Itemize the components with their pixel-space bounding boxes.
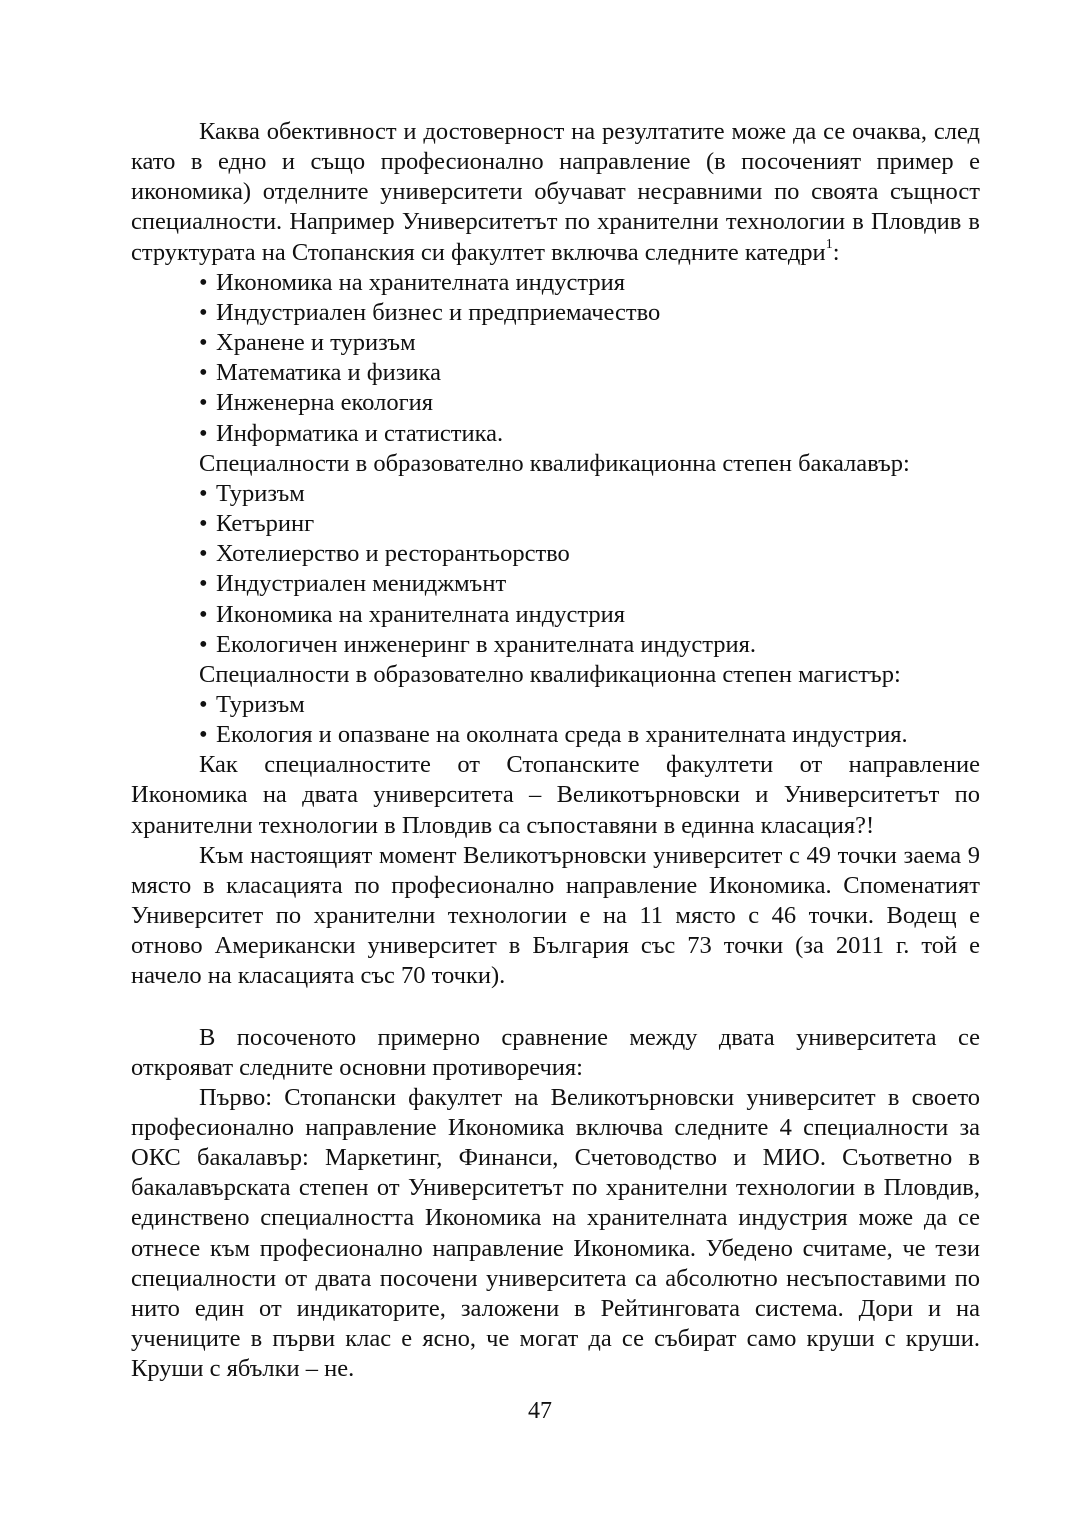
- bullet-icon: •: [199, 479, 208, 507]
- bachelor-heading: Специалности в образователно квалификационна степен бакалавър:: [199, 449, 910, 477]
- list-item: • Математика и физика: [131, 358, 980, 388]
- bullet-icon: •: [199, 721, 208, 749]
- ranking-paragraph: Към настоящият момент Великотърновски университет с 49 точки заема 9 място в класацията по професионално направление Икономика. Споменатият Университет по хранителни технологии е на 11 място с 46 точки. Водещ е отново Американски университет в България със 73 точки (за 2011 г. той е начело на класацията със 70 точки).: [131, 841, 980, 990]
- bachelor-specialties-list: [131, 479, 980, 660]
- list-item: • Икономика на хранителната индустрия: [131, 600, 980, 630]
- list-item: • Хотелиерство и ресторантьорство: [131, 539, 980, 569]
- page-number: 47: [528, 1398, 552, 1424]
- bullet-icon: •: [199, 359, 208, 387]
- paragraph-gap: [131, 992, 980, 1023]
- departments-list: [131, 268, 980, 449]
- bullet-icon: •: [199, 298, 208, 326]
- list-item: • Екология и опазване на околната среда в хранителната индустрия.: [131, 720, 980, 750]
- list-item: • Хранене и туризъм: [131, 328, 980, 358]
- first-contradiction-paragraph: Първо: Стопански факултет на Великотърновски университет в своето професионално направление Икономика включва следните 4 специалности за ОКС бакалавър: Маркетинг, Финанси, Счетоводство и МИО. Съответно в бакалавърската степен от Университетът по хранителни технологии в Пловдив, единствено специалността Икономика на хранителната индустрия може да се отнесе към професионално направление Икономика. Убедено считаме, че тези специалности от двата посочени университета са абсолютно несъпоставими по нито един от индикаторите, заложени в Рейтинговата система. Дори и на учениците в първи клас е ясно, че могат да се събират само круши с круши. Круши с ябълки – не.: [131, 1083, 980, 1383]
- bullet-icon: •: [199, 630, 208, 658]
- bullet-icon: •: [199, 329, 208, 357]
- master-heading: Специалности в образователно квалификационна степен магистър:: [199, 660, 901, 688]
- list-item: • Информатика и статистика.: [131, 419, 980, 449]
- list-item: • Индустриален бизнес и предприемачество: [131, 298, 980, 328]
- list-item: • Икономика на хранителната индустрия: [131, 268, 980, 298]
- contradictions-intro-paragraph: В посоченото примерно сравнение между двата университета се открояват следните основни противоречия:: [131, 1023, 980, 1081]
- list-item: • Индустриален мениджмънт: [131, 569, 980, 599]
- footnote-reference[interactable]: 1: [825, 237, 833, 253]
- list-item: • Екологичен инженеринг в хранителната индустрия.: [131, 630, 980, 660]
- bullet-icon: •: [199, 540, 208, 568]
- bullet-icon: •: [199, 510, 208, 538]
- bullet-icon: •: [199, 600, 208, 628]
- list-item: • Туризъм: [131, 690, 980, 720]
- list-item: • Кетъринг: [131, 509, 980, 539]
- list-item: • Туризъм: [131, 479, 980, 509]
- intro-paragraph: [131, 117, 980, 268]
- intro-paragraph-ending: :: [832, 238, 840, 266]
- master-specialties-list: [131, 690, 980, 750]
- list-item: • Инженерна екология: [131, 388, 980, 418]
- bullet-icon: •: [199, 268, 208, 296]
- bullet-icon: •: [199, 389, 208, 417]
- bullet-icon: •: [199, 419, 208, 447]
- page-body: [131, 117, 980, 1384]
- intro-paragraph-text: Каква обективност и достоверност на резултатите може да се очаква, след като в едно и също професионално направление (в посоченият пример е икономика) отделните университети обучават несравними по своята същност специалности. Например Университетът по хранителни технологии в Пловдив в структурата на Стопанския си факултет включва следните катедри: [131, 118, 980, 266]
- bullet-icon: •: [199, 690, 208, 718]
- bullet-icon: •: [199, 570, 208, 598]
- comparison-question-paragraph: Как специалностите от Стопанските факултети от направление Икономика на двата университета – Великотърновски и Университетът по хранителни технологии в Пловдив са съпоставяни в единна класация?!: [131, 751, 980, 839]
